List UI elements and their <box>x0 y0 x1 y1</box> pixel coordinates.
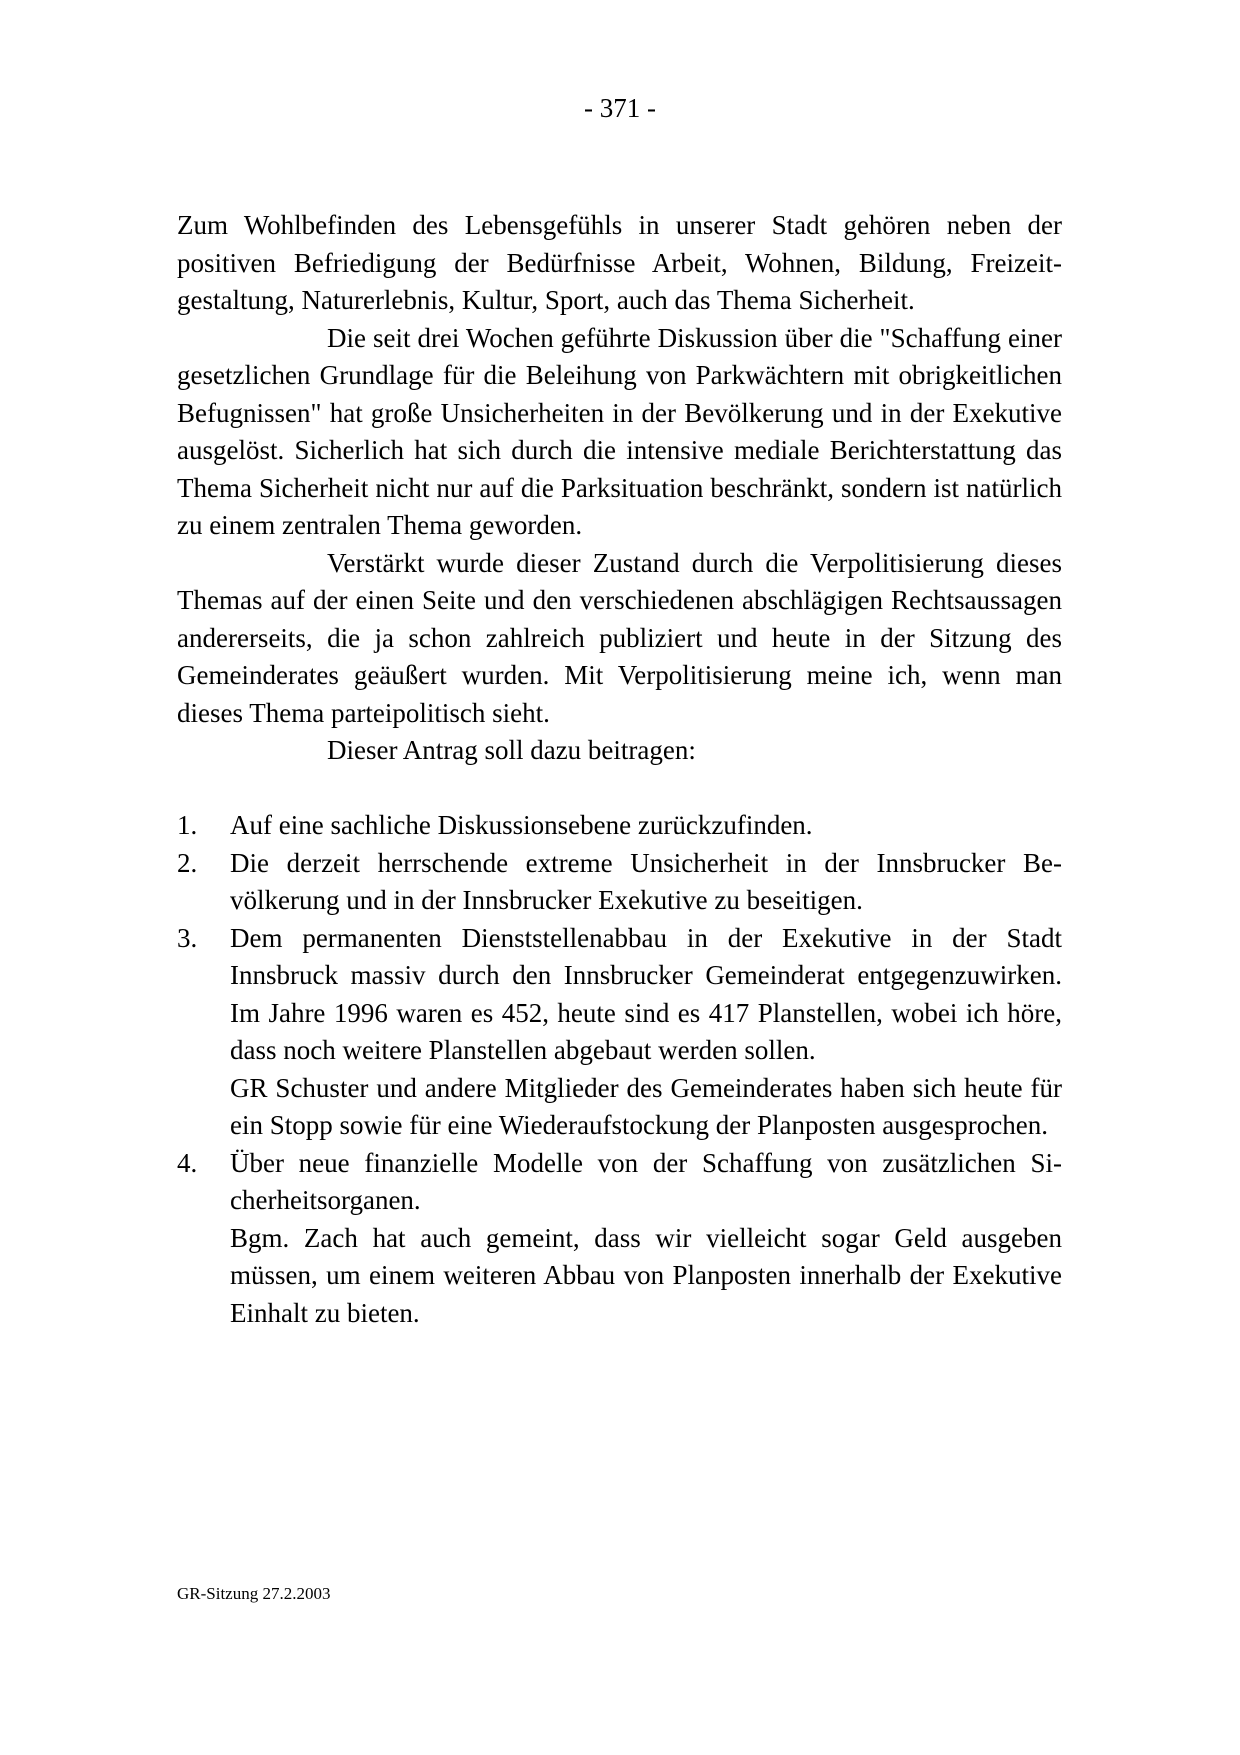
document-body <box>177 207 1062 1332</box>
list-item-text: Die derzeit herrschende extreme Unsicherheit in der Innsbrucker Bevölkerung und in der Innsbrucker Exekutive zu beseitigen. <box>230 847 1062 915</box>
list-item-extra-text: Bgm. Zach hat auch gemeint, dass wir vielleicht sogar Geld ausgeben müssen, um einem weiteren Abbau von Planposten innerhalb der Exekutive Einhalt zu bieten. <box>230 1222 1062 1328</box>
motion-list <box>177 807 1062 1332</box>
list-item-text: Dem permanenten Dienststellenabbau in der Exekutive in der Stadt Innsbruck massiv durch den Innsbrucker Gemeinderat entgegenzuwirken. Im Jahre 1996 waren es 452, heute sind es 417 Planstellen, wobei ich höre, dass noch weitere Planstellen abgebaut werden sollen. <box>230 922 1062 1065</box>
list-item-text: Über neue finanzielle Modelle von der Schaffung von zusätzlichen Sicherheitsorganen. <box>230 1147 1062 1215</box>
paragraph-discussion: Die seit drei Wochen geführte Diskussion über die "Schaffung einer gesetzlichen Grundlage für die Beleihung von Parkwächtern mit obrigkeitlichen Befugnissen" hat große Unsicherheiten in der Bevölkerung und in der Exekutive ausgelöst. Sicherlich hat sich durch die intensive mediale Berichterstattung das Thema Sicherheit nicht nur auf die Parksituation beschränkt, sondern ist natürlich zu einem zentralen Thema geworden. <box>177 322 1062 540</box>
list-item <box>177 920 1062 1145</box>
paragraph-intro: Zum Wohlbefinden des Lebensgefühls in unserer Stadt gehören neben der positiven Befriedigung der Bedürfnisse Arbeit, Wohnen, Bildung, Freizeitgestaltung, Naturerlebnis, Kultur, Sport, auch das Thema Sicherheit. <box>177 210 1062 315</box>
footer-session-date: GR-Sitzung 27.2.2003 <box>177 1584 331 1603</box>
list-item <box>177 807 1062 845</box>
list-item-text: Auf eine sachliche Diskussionsebene zurückzufinden. <box>230 810 813 840</box>
paragraph-spacer <box>177 770 1062 808</box>
paragraph-motion-intro: Dieser Antrag soll dazu beitragen: <box>327 735 696 765</box>
list-item <box>177 845 1062 920</box>
list-item-number: 1. <box>177 810 198 840</box>
list-item <box>177 1145 1062 1333</box>
paragraph-politicization: Verstärkt wurde dieser Zustand durch die Verpolitisierung dieses Themas auf der einen Seite und den verschiedenen abschlägigen Rechtsaussagen andererseits, die ja schon zahlreich publiziert und heute in der Sitzung des Gemeinderates geäußert wurden. Mit Verpolitisierung meine ich, wenn man dieses Thema parteipolitisch sieht. <box>177 547 1062 728</box>
list-item-number: 4. <box>177 1147 198 1178</box>
list-item-number: 3. <box>177 922 198 953</box>
list-item-number: 2. <box>177 847 198 878</box>
list-item-extra-text: GR Schuster und andere Mitglieder des Gemeinderates haben sich heute für ein Stopp sowie für eine Wiederaufstockung der Planposten ausgesprochen. <box>230 1072 1062 1140</box>
page-number: - 371 - <box>584 93 656 123</box>
